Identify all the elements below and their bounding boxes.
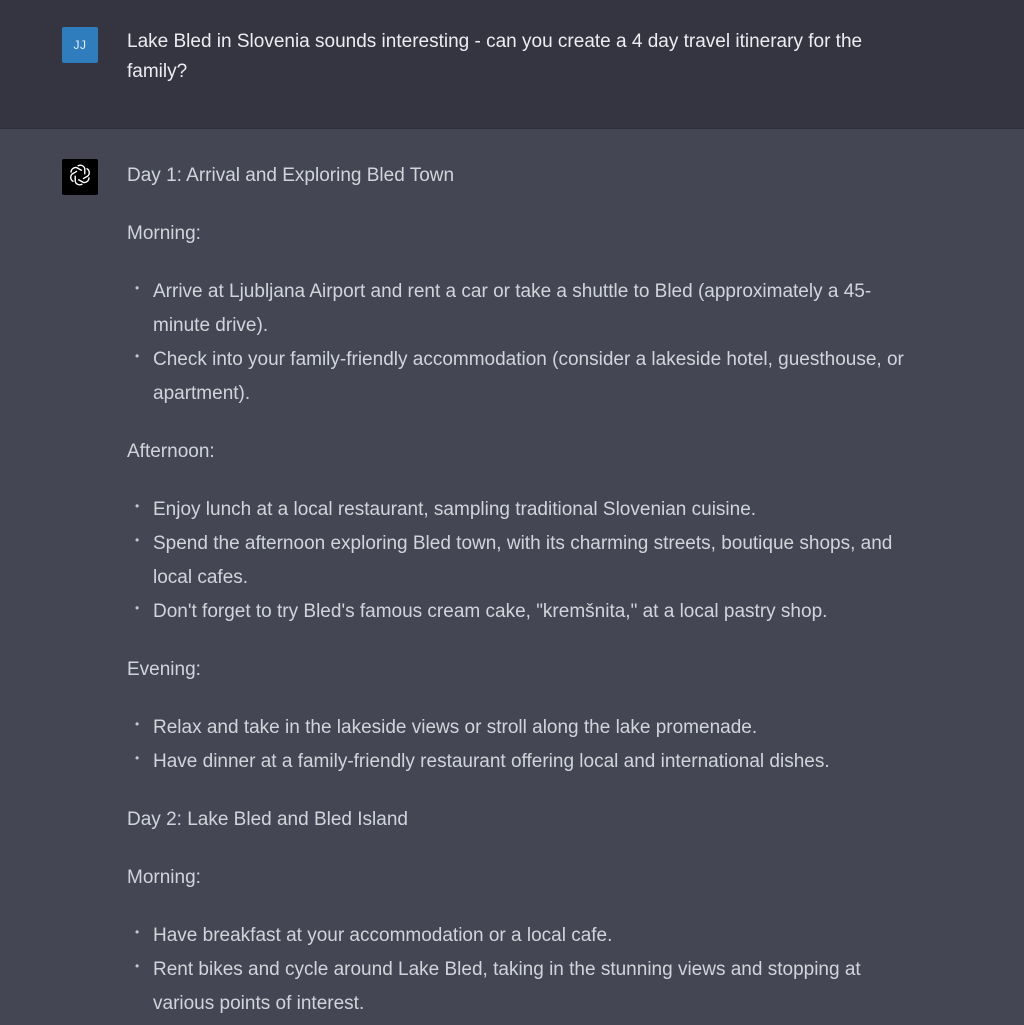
- day1-afternoon-list: [127, 493, 927, 629]
- day1-morning-label: Morning:: [127, 223, 201, 244]
- list-item: • Rent bikes and cycle around Lake Bled, taking in the stunning views and stopping at various points of interest.: [135, 959, 861, 1014]
- user-message-row: [0, 0, 1024, 129]
- assistant-message-content: [127, 159, 927, 1021]
- day1-afternoon-label: Afternoon:: [127, 441, 215, 462]
- list-item: • Check into your family-friendly accommodation (consider a lakeside hotel, guesthouse, or apartment).: [135, 349, 904, 404]
- assistant-avatar: [62, 159, 98, 195]
- list-item: • Have breakfast at your accommodation or a local cafe.: [135, 925, 613, 946]
- day1-morning-list: [127, 275, 927, 411]
- list-item: • Have dinner at a family-friendly restaurant offering local and international dishes.: [135, 751, 830, 772]
- user-avatar: JJ: [62, 27, 98, 63]
- user-message-text: Lake Bled in Slovenia sounds interesting - can you create a 4 day travel itinerary for the family?: [127, 31, 863, 82]
- list-item: • Arrive at Ljubljana Airport and rent a car or take a shuttle to Bled (approximately a 45-minute drive).: [135, 281, 872, 336]
- day2-morning-label: Morning:: [127, 867, 201, 888]
- list-item: • Relax and take in the lakeside views or stroll along the lake promenade.: [135, 717, 758, 738]
- day1-title: Day 1: Arrival and Exploring Bled Town: [127, 165, 455, 186]
- openai-logo-icon: [67, 162, 93, 193]
- day1-evening-label: Evening:: [127, 659, 201, 680]
- assistant-message-row: [0, 129, 1024, 1025]
- list-item: • Don't forget to try Bled's famous cream cake, "kremšnita," at a local pastry shop.: [135, 601, 828, 622]
- list-item: • Enjoy lunch at a local restaurant, sampling traditional Slovenian cuisine.: [135, 499, 757, 520]
- day2-title: Day 2: Lake Bled and Bled Island: [127, 809, 408, 830]
- day2-morning-list: [127, 919, 927, 1021]
- list-item: • Spend the afternoon exploring Bled town, with its charming streets, boutique shops, and local cafes.: [135, 533, 893, 588]
- day1-evening-list: [127, 711, 927, 779]
